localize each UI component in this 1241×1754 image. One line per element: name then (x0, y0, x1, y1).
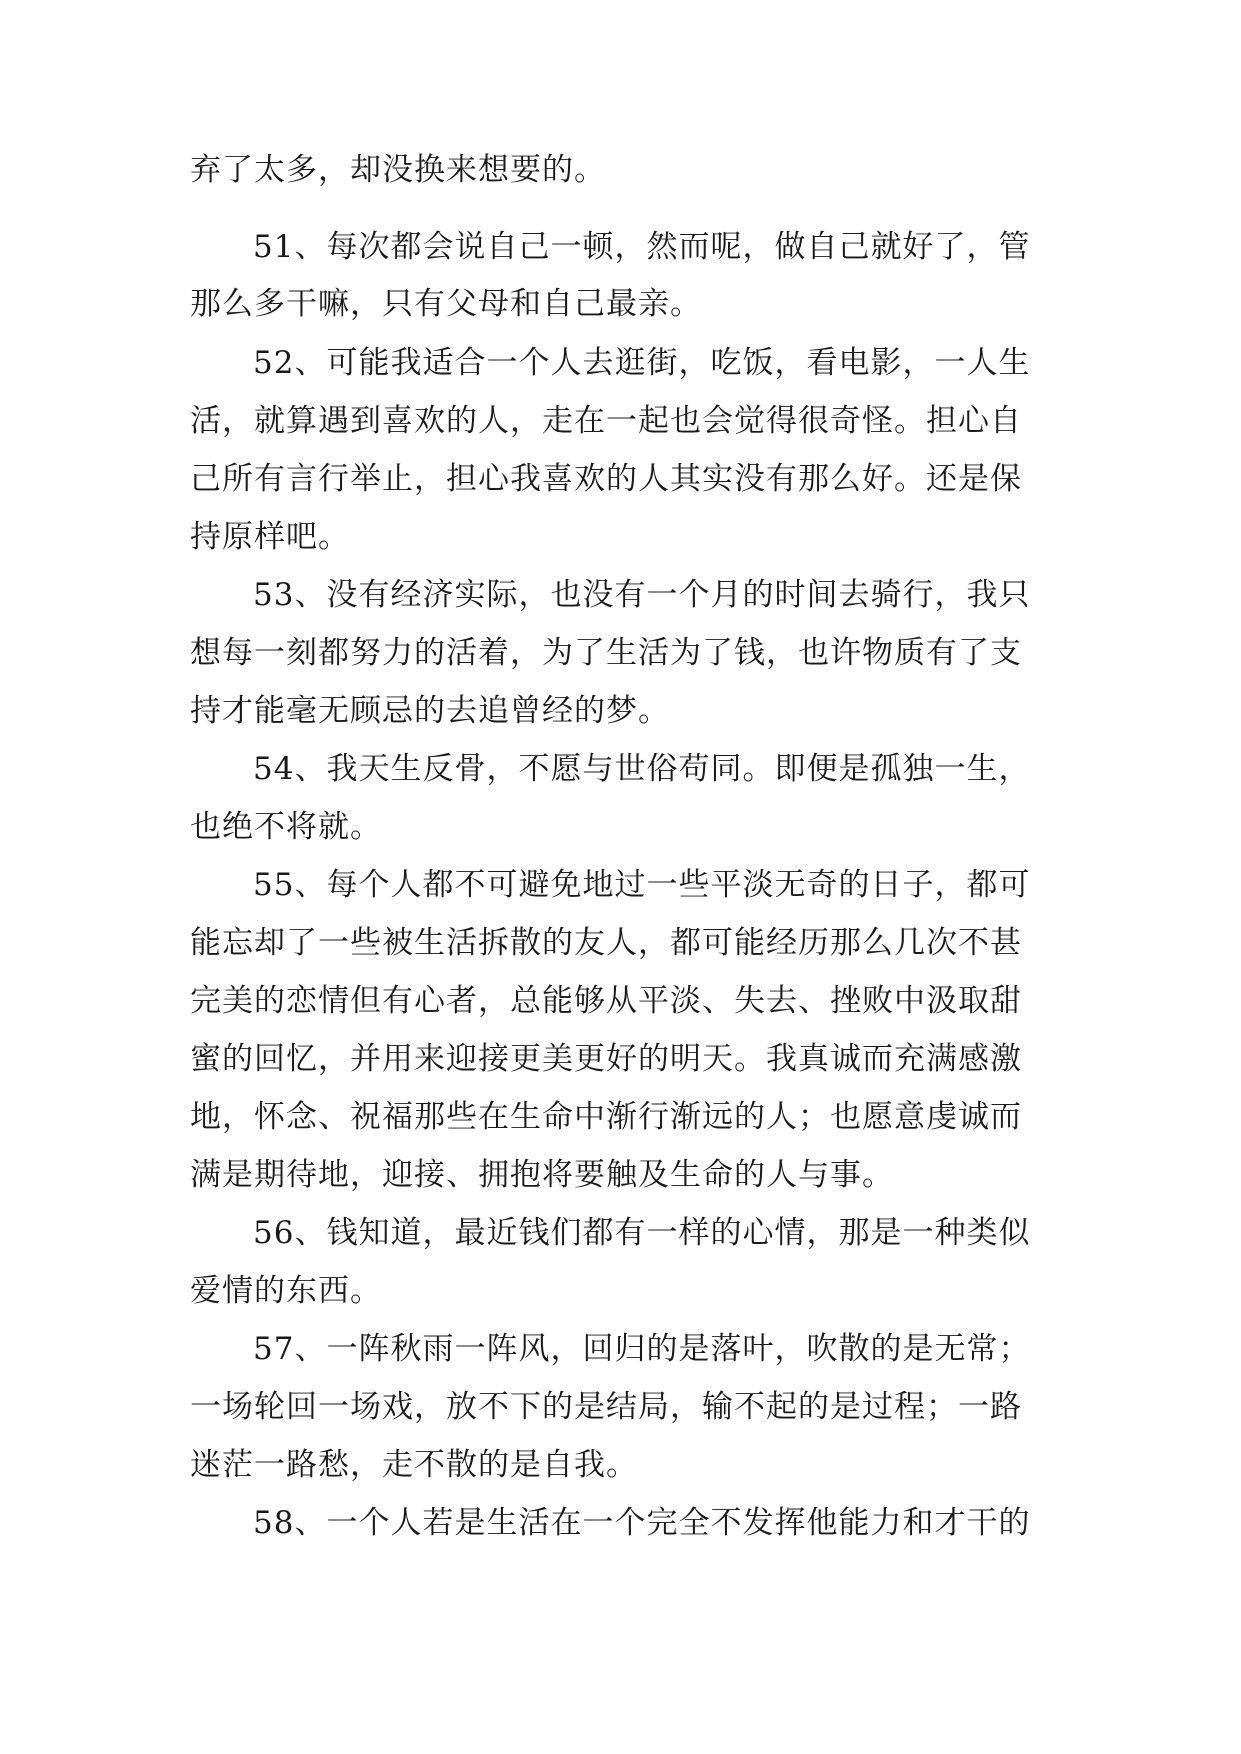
text-line: 弃了太多，却没换来想要的。 (190, 152, 606, 188)
text-line: 51、每次都会说自己一顿，然而呢，做自己就好了，管 (253, 229, 1031, 265)
text-line: 满是期待地，迎接、拥抱将要触及生命的人与事。 (190, 1157, 894, 1193)
text-line: 爱情的东西。 (190, 1273, 382, 1309)
text-line: 53、没有经济实际，也没有一个月的时间去骑行，我只 (253, 577, 1031, 613)
text-line: 迷茫一路愁，走不散的是自我。 (190, 1447, 638, 1483)
text-line: 52、可能我适合一个人去逛街，吃饭，看电影，一人生 (253, 345, 1031, 381)
text-line: 也绝不将就。 (190, 809, 382, 845)
text-line: 活，就算遇到喜欢的人，走在一起也会觉得很奇怪。担心自 (190, 403, 1022, 439)
text-line: 56、钱知道，最近钱们都有一样的心情，那是一种类似 (253, 1215, 1031, 1251)
text-line: 那么多干嘛，只有父母和自己最亲。 (190, 286, 702, 322)
text-line: 58、一个人若是生活在一个完全不发挥他能力和才干的 (253, 1505, 1031, 1541)
text-line: 地，怀念、祝福那些在生命中渐行渐远的人；也愿意虔诚而 (190, 1099, 1022, 1135)
text-line: 54、我天生反骨，不愿与世俗苟同。即便是孤独一生， (253, 751, 1031, 787)
text-line: 一场轮回一场戏，放不下的是结局，输不起的是过程；一路 (190, 1389, 1022, 1425)
text-line: 己所有言行举止，担心我喜欢的人其实没有那么好。还是保 (190, 461, 1022, 497)
text-line: 蜜的回忆，并用来迎接更美更好的明天。我真诚而充满感激 (190, 1041, 1022, 1077)
text-line: 55、每个人都不可避免地过一些平淡无奇的日子，都可 (253, 867, 1031, 903)
text-line: 能忘却了一些被生活拆散的友人，都可能经历那么几次不甚 (190, 925, 1022, 961)
text-line: 持才能毫无顾忌的去追曾经的梦。 (190, 693, 670, 729)
text-line: 完美的恋情但有心者，总能够从平淡、失去、挫败中汲取甜 (190, 983, 1022, 1019)
text-line: 57、一阵秋雨一阵风，回归的是落叶，吹散的是无常； (253, 1331, 1031, 1367)
text-line: 持原样吧。 (190, 519, 350, 555)
text-line: 想每一刻都努力的活着，为了生活为了钱，也许物质有了支 (190, 635, 1022, 671)
